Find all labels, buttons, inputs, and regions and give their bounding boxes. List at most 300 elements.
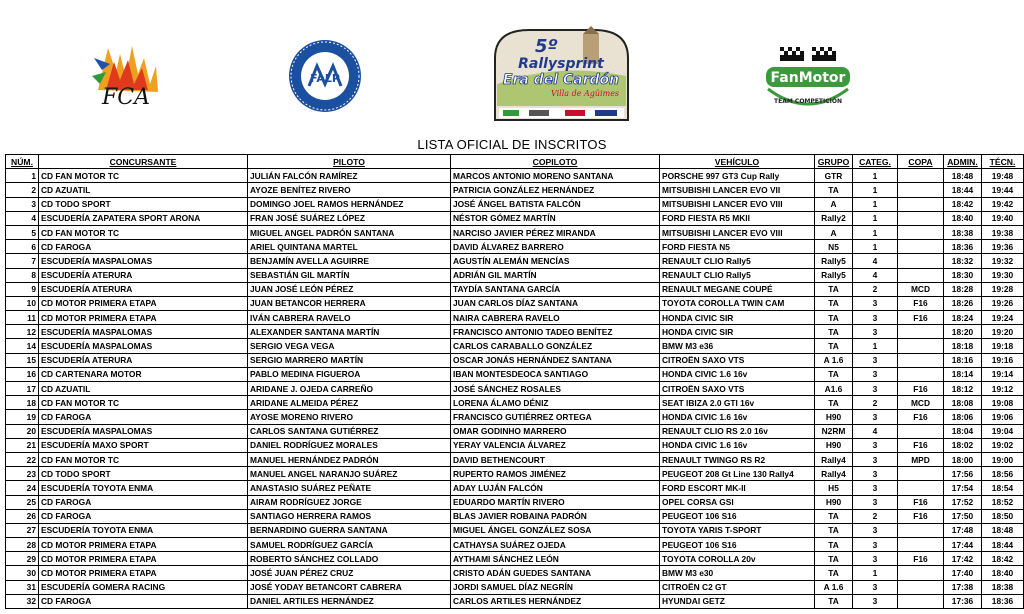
- cell-codriver: JORDI SAMUEL DÍAZ NEGRÍN: [451, 580, 660, 594]
- cell-entrant: CD MOTOR PRIMERA ETAPA: [39, 311, 248, 325]
- cell-num: 25: [6, 495, 39, 509]
- cell-category: 3: [853, 538, 898, 552]
- cell-codriver: BLAS JAVIER ROBAINA PADRÓN: [451, 509, 660, 523]
- cell-codriver: MARCOS ANTONIO MORENO SANTANA: [451, 169, 660, 183]
- cell-codriver: NÉSTOR GÓMEZ MARTÍN: [451, 211, 660, 225]
- cell-codriver: YERAY VALENCIA ÁLVAREZ: [451, 438, 660, 452]
- cell-num: 2: [6, 183, 39, 197]
- cell-driver: JULIÁN FALCÓN RAMÍREZ: [248, 169, 451, 183]
- cell-cup: [898, 169, 944, 183]
- cell-vehicle: PEUGEOT 106 S16: [660, 538, 815, 552]
- cell-category: 4: [853, 268, 898, 282]
- cell-num: 26: [6, 509, 39, 523]
- cell-admin-time: 18:38: [944, 225, 982, 239]
- cell-driver: IVÁN CABRERA RAVELO: [248, 311, 451, 325]
- cell-vehicle: MITSUBISHI LANCER EVO VII: [660, 183, 815, 197]
- cell-group: TA: [815, 367, 853, 381]
- cell-group: TA: [815, 183, 853, 197]
- table-row: [6, 424, 1024, 438]
- cell-tech-time: 18:44: [982, 538, 1024, 552]
- cell-vehicle: RENAULT CLIO RS 2.0 16v: [660, 424, 815, 438]
- col-header-category: CATEG.: [853, 155, 898, 169]
- cell-category: 3: [853, 594, 898, 608]
- cell-category: 3: [853, 580, 898, 594]
- cell-num: 17: [6, 382, 39, 396]
- cell-driver: SEBASTIÁN GIL MARTÍN: [248, 268, 451, 282]
- cell-group: TA: [815, 296, 853, 310]
- cell-entrant: ESCUDERÍA MASPALOMAS: [39, 254, 248, 268]
- cell-tech-time: 19:16: [982, 353, 1024, 367]
- cell-vehicle: MITSUBISHI LANCER EVO VIII: [660, 197, 815, 211]
- cell-cup: F16: [898, 296, 944, 310]
- cell-entrant: CD MOTOR PRIMERA ETAPA: [39, 566, 248, 580]
- cell-entrant: CD CARTENARA MOTOR: [39, 367, 248, 381]
- cell-category: 3: [853, 481, 898, 495]
- cell-codriver: OMAR GODINHO MARRERO: [451, 424, 660, 438]
- cell-vehicle: FORD ESCORT MK-II: [660, 481, 815, 495]
- table-row: [6, 495, 1024, 509]
- cell-cup: MCD: [898, 396, 944, 410]
- cell-entrant: ESCUDERÍA MASPALOMAS: [39, 424, 248, 438]
- cell-group: N2RM: [815, 424, 853, 438]
- col-header-cup: COPA: [898, 155, 944, 169]
- fanmotor-logo-sub: TEAM COMPETICIÓN: [774, 98, 842, 105]
- cell-cup: F16: [898, 311, 944, 325]
- cell-num: 31: [6, 580, 39, 594]
- cell-tech-time: 18:40: [982, 566, 1024, 580]
- fca-logo: [86, 40, 166, 110]
- table-row: [6, 353, 1024, 367]
- cell-codriver: OSCAR JONÁS HERNÁNDEZ SANTANA: [451, 353, 660, 367]
- cell-num: 18: [6, 396, 39, 410]
- cell-num: 8: [6, 268, 39, 282]
- table-row: [6, 325, 1024, 339]
- cell-tech-time: 19:44: [982, 183, 1024, 197]
- cell-category: 3: [853, 325, 898, 339]
- cell-group: TA: [815, 594, 853, 608]
- cell-tech-time: 18:42: [982, 552, 1024, 566]
- cell-cup: [898, 367, 944, 381]
- cell-vehicle: FORD FIESTA R5 MKII: [660, 211, 815, 225]
- cell-codriver: JOSÉ SÁNCHEZ ROSALES: [451, 382, 660, 396]
- cell-tech-time: 18:56: [982, 467, 1024, 481]
- cell-num: 24: [6, 481, 39, 495]
- table-row: [6, 240, 1024, 254]
- cell-tech-time: 19:02: [982, 438, 1024, 452]
- col-header-entrant: CONCURSANTE: [39, 155, 248, 169]
- cell-category: 1: [853, 566, 898, 580]
- table-row: [6, 452, 1024, 466]
- cell-num: 21: [6, 438, 39, 452]
- col-header-num: NÚM.: [6, 155, 39, 169]
- cell-vehicle: RENAULT TWINGO RS R2: [660, 452, 815, 466]
- cell-tech-time: 19:12: [982, 382, 1024, 396]
- cell-cup: [898, 225, 944, 239]
- cell-codriver: CARLOS ARTILES HERNÁNDEZ: [451, 594, 660, 608]
- cell-tech-time: 19:20: [982, 325, 1024, 339]
- table-row: [6, 538, 1024, 552]
- cell-cup: [898, 353, 944, 367]
- cell-vehicle: RENAULT CLIO Rally5: [660, 268, 815, 282]
- cell-vehicle: PEUGEOT 208 Gt Line 130 Rally4: [660, 467, 815, 481]
- cell-entrant: CD TODO SPORT: [39, 467, 248, 481]
- checkered-flag-icon: [780, 47, 836, 61]
- cell-cup: F16: [898, 410, 944, 424]
- cell-num: 6: [6, 240, 39, 254]
- cell-codriver: ADAY LUJÁN FALCÓN: [451, 481, 660, 495]
- rally-logo-line2: Era del Cardón: [502, 72, 620, 88]
- cell-group: H90: [815, 495, 853, 509]
- cell-codriver: CARLOS CARABALLO GONZÁLEZ: [451, 339, 660, 353]
- cell-admin-time: 18:24: [944, 311, 982, 325]
- cell-tech-time: 19:28: [982, 282, 1024, 296]
- cell-vehicle: HONDA CIVIC SIR: [660, 325, 815, 339]
- cell-codriver: FRANCISCO GUTIÉRREZ ORTEGA: [451, 410, 660, 424]
- table-row: [6, 268, 1024, 282]
- cell-admin-time: 17:52: [944, 495, 982, 509]
- cell-category: 3: [853, 353, 898, 367]
- cell-num: 20: [6, 424, 39, 438]
- cell-driver: MIGUEL ANGEL PADRÓN SANTANA: [248, 225, 451, 239]
- cell-cup: F16: [898, 382, 944, 396]
- cell-num: 7: [6, 254, 39, 268]
- cell-codriver: CRISTO ADÁN GUEDES SANTANA: [451, 566, 660, 580]
- col-header-vehicle: VEHÍCULO: [660, 155, 815, 169]
- federation-logo: [287, 38, 363, 114]
- cell-entrant: CD FAROGA: [39, 240, 248, 254]
- cell-tech-time: 19:42: [982, 197, 1024, 211]
- cell-codriver: JOSÉ ÁNGEL BATISTA FALCÓN: [451, 197, 660, 211]
- cell-vehicle: MITSUBISHI LANCER EVO VIII: [660, 225, 815, 239]
- cell-num: 9: [6, 282, 39, 296]
- cell-tech-time: 18:38: [982, 580, 1024, 594]
- cell-group: TA: [815, 538, 853, 552]
- cell-tech-time: 19:36: [982, 240, 1024, 254]
- cell-codriver: RUPERTO RAMOS JIMÉNEZ: [451, 467, 660, 481]
- cell-cup: [898, 467, 944, 481]
- cell-group: A 1.6: [815, 353, 853, 367]
- cell-admin-time: 18:36: [944, 240, 982, 254]
- cell-codriver: FRANCISCO ANTONIO TADEO BENÍTEZ: [451, 325, 660, 339]
- cell-cup: [898, 254, 944, 268]
- cell-entrant: CD FAN MOTOR TC: [39, 396, 248, 410]
- cell-group: TA: [815, 325, 853, 339]
- cell-admin-time: 18:08: [944, 396, 982, 410]
- cell-cup: MPD: [898, 452, 944, 466]
- cell-driver: ALEXANDER SANTANA MARTÍN: [248, 325, 451, 339]
- cell-admin-time: 18:02: [944, 438, 982, 452]
- cell-driver: AIRAM RODRÍGUEZ JORGE: [248, 495, 451, 509]
- cell-category: 3: [853, 296, 898, 310]
- cell-driver: SANTIAGO HERRERA RAMOS: [248, 509, 451, 523]
- cell-category: 4: [853, 424, 898, 438]
- cell-tech-time: 18:50: [982, 509, 1024, 523]
- cell-entrant: ESCUDERÍA GOMERA RACING: [39, 580, 248, 594]
- cell-entrant: ESCUDERÍA ATERURA: [39, 353, 248, 367]
- table-header-row: [6, 155, 1024, 169]
- cell-driver: BERNARDINO GUERRA SANTANA: [248, 523, 451, 537]
- cell-vehicle: PORSCHE 997 GT3 Cup Rally: [660, 169, 815, 183]
- cell-cup: [898, 481, 944, 495]
- cell-num: 12: [6, 325, 39, 339]
- cell-vehicle: CITROËN SAXO VTS: [660, 382, 815, 396]
- cell-driver: ROBERTO SÁNCHEZ COLLADO: [248, 552, 451, 566]
- cell-category: 3: [853, 382, 898, 396]
- cell-codriver: AGUSTÍN ALEMÁN MENCÍAS: [451, 254, 660, 268]
- cell-driver: ARIDANE J. OJEDA CARREÑO: [248, 382, 451, 396]
- cell-cup: [898, 594, 944, 608]
- cell-cup: [898, 240, 944, 254]
- cell-admin-time: 18:26: [944, 296, 982, 310]
- cell-category: 3: [853, 523, 898, 537]
- cell-category: 1: [853, 211, 898, 225]
- cell-admin-time: 17:50: [944, 509, 982, 523]
- cell-admin-time: 18:12: [944, 382, 982, 396]
- table-row: [6, 580, 1024, 594]
- cell-category: 4: [853, 254, 898, 268]
- cell-num: 3: [6, 197, 39, 211]
- table-row: [6, 410, 1024, 424]
- cell-cup: [898, 197, 944, 211]
- cell-tech-time: 19:40: [982, 211, 1024, 225]
- cell-group: TA: [815, 282, 853, 296]
- entry-list-table: [5, 154, 1024, 609]
- table-row: [6, 509, 1024, 523]
- cell-admin-time: 17:56: [944, 467, 982, 481]
- cell-group: H90: [815, 410, 853, 424]
- cell-driver: ANASTASIO SUÁREZ PEÑATE: [248, 481, 451, 495]
- cell-codriver: TAYDÍA SANTANA GARCÍA: [451, 282, 660, 296]
- cell-vehicle: TOYOTA YARIS T-SPORT: [660, 523, 815, 537]
- cell-num: 28: [6, 538, 39, 552]
- cell-vehicle: HONDA CIVIC SIR: [660, 311, 815, 325]
- cell-codriver: LORENA ÁLAMO DÉNIZ: [451, 396, 660, 410]
- cell-category: 2: [853, 396, 898, 410]
- cell-num: 1: [6, 169, 39, 183]
- col-header-codriver: COPILOTO: [451, 155, 660, 169]
- cell-group: N5: [815, 240, 853, 254]
- rally-logo-line3: Villa de Agüimes: [550, 89, 620, 98]
- col-header-tech: TÉCN.: [982, 155, 1024, 169]
- cell-entrant: CD FAN MOTOR TC: [39, 225, 248, 239]
- federation-logo-text: FALP: [310, 72, 340, 85]
- table-row: [6, 566, 1024, 580]
- table-row: [6, 282, 1024, 296]
- cell-category: 1: [853, 169, 898, 183]
- cell-category: 3: [853, 438, 898, 452]
- cell-vehicle: TOYOTA COROLLA TWIN CAM: [660, 296, 815, 310]
- cell-driver: AYOZE BENÍTEZ RIVERO: [248, 183, 451, 197]
- cell-group: H5: [815, 481, 853, 495]
- cell-vehicle: RENAULT CLIO Rally5: [660, 254, 815, 268]
- cell-admin-time: 18:14: [944, 367, 982, 381]
- cell-cup: [898, 325, 944, 339]
- cell-num: 23: [6, 467, 39, 481]
- cell-entrant: CD AZUATIL: [39, 183, 248, 197]
- table-row: [6, 367, 1024, 381]
- cell-codriver: NAIRA CABRERA RAVELO: [451, 311, 660, 325]
- cell-admin-time: 18:42: [944, 197, 982, 211]
- cell-driver: BENJAMÍN AVELLA AGUIRRE: [248, 254, 451, 268]
- cell-category: 3: [853, 495, 898, 509]
- cell-group: Rally5: [815, 268, 853, 282]
- cell-cup: [898, 424, 944, 438]
- cell-category: 1: [853, 197, 898, 211]
- cell-admin-time: 18:40: [944, 211, 982, 225]
- cell-tech-time: 19:26: [982, 296, 1024, 310]
- cell-entrant: ESCUDERÍA ZAPATERA SPORT ARONA: [39, 211, 248, 225]
- cell-num: 15: [6, 353, 39, 367]
- table-row: [6, 438, 1024, 452]
- cell-codriver: DAVID BETHENCOURT: [451, 452, 660, 466]
- cell-driver: SERGIO MARRERO MARTÍN: [248, 353, 451, 367]
- cell-driver: SAMUEL RODRÍGUEZ GARCÍA: [248, 538, 451, 552]
- cell-group: TA: [815, 552, 853, 566]
- cell-codriver: PATRICIA GONZÁLEZ HERNÁNDEZ: [451, 183, 660, 197]
- rallysprint-logo: [489, 24, 634, 124]
- cell-entrant: CD FAN MOTOR TC: [39, 169, 248, 183]
- cell-category: 3: [853, 552, 898, 566]
- cell-category: 1: [853, 225, 898, 239]
- cell-group: Rally4: [815, 452, 853, 466]
- cell-vehicle: BMW M3 e30: [660, 566, 815, 580]
- cell-entrant: CD MOTOR PRIMERA ETAPA: [39, 296, 248, 310]
- cell-cup: [898, 523, 944, 537]
- cell-vehicle: HONDA CIVIC 1.6 16v: [660, 367, 815, 381]
- cell-driver: MANUEL ANGEL NARANJO SUÁREZ: [248, 467, 451, 481]
- cell-entrant: ESCUDERÍA TOYOTA ENMA: [39, 481, 248, 495]
- cell-codriver: AYTHAMI SÁNCHEZ LEÓN: [451, 552, 660, 566]
- table-row: [6, 382, 1024, 396]
- cell-cup: MCD: [898, 282, 944, 296]
- cell-cup: [898, 566, 944, 580]
- table-row: [6, 339, 1024, 353]
- logo-bar: [0, 0, 1024, 135]
- cell-num: 27: [6, 523, 39, 537]
- cell-driver: FRAN JOSÉ SUÁREZ LÓPEZ: [248, 211, 451, 225]
- table-row: [6, 594, 1024, 608]
- cell-entrant: ESCUDERÍA MASPALOMAS: [39, 339, 248, 353]
- cell-admin-time: 18:18: [944, 339, 982, 353]
- cell-admin-time: 17:40: [944, 566, 982, 580]
- cell-group: A 1.6: [815, 580, 853, 594]
- cell-vehicle: BMW M3 e36: [660, 339, 815, 353]
- cell-group: GTR: [815, 169, 853, 183]
- cell-num: 5: [6, 225, 39, 239]
- cell-vehicle: SEAT IBIZA 2.0 GTI 16v: [660, 396, 815, 410]
- cell-admin-time: 17:44: [944, 538, 982, 552]
- cell-vehicle: CITROËN SAXO VTS: [660, 353, 815, 367]
- col-header-driver: PILOTO: [248, 155, 451, 169]
- cell-tech-time: 19:08: [982, 396, 1024, 410]
- cell-tech-time: 19:24: [982, 311, 1024, 325]
- cell-entrant: CD TODO SPORT: [39, 197, 248, 211]
- table-row: [6, 211, 1024, 225]
- cell-admin-time: 18:28: [944, 282, 982, 296]
- cell-num: 32: [6, 594, 39, 608]
- cell-driver: JOSÉ JUAN PÉREZ CRUZ: [248, 566, 451, 580]
- table-row: [6, 183, 1024, 197]
- cell-codriver: CATHAYSA SUÁREZ OJEDA: [451, 538, 660, 552]
- cell-tech-time: 19:48: [982, 169, 1024, 183]
- cell-driver: AYOSE MORENO RIVERO: [248, 410, 451, 424]
- cell-entrant: CD FAROGA: [39, 509, 248, 523]
- cell-vehicle: OPEL CORSA GSI: [660, 495, 815, 509]
- cell-vehicle: PEUGEOT 106 S16: [660, 509, 815, 523]
- table-row: [6, 296, 1024, 310]
- cell-group: Rally2: [815, 211, 853, 225]
- cell-vehicle: HYUNDAI GETZ: [660, 594, 815, 608]
- cell-cup: [898, 183, 944, 197]
- table-row: [6, 197, 1024, 211]
- cell-driver: DANIEL RODRÍGUEZ MORALES: [248, 438, 451, 452]
- cell-group: TA: [815, 396, 853, 410]
- cell-num: 19: [6, 410, 39, 424]
- cell-group: TA: [815, 509, 853, 523]
- cell-admin-time: 18:48: [944, 169, 982, 183]
- cell-entrant: CD FAROGA: [39, 594, 248, 608]
- cell-entrant: CD FAROGA: [39, 410, 248, 424]
- cell-entrant: ESCUDERÍA MAXO SPORT: [39, 438, 248, 452]
- cell-entrant: CD FAN MOTOR TC: [39, 452, 248, 466]
- cell-category: 3: [853, 311, 898, 325]
- cell-vehicle: HONDA CIVIC 1.6 16v: [660, 438, 815, 452]
- cell-codriver: ADRIÁN GIL MARTÍN: [451, 268, 660, 282]
- cell-driver: ARIEL QUINTANA MARTEL: [248, 240, 451, 254]
- table-row: [6, 311, 1024, 325]
- cell-cup: F16: [898, 509, 944, 523]
- cell-admin-time: 18:32: [944, 254, 982, 268]
- cell-driver: DANIEL ARTILES HERNÁNDEZ: [248, 594, 451, 608]
- rally-edition-number: 5º: [535, 36, 558, 57]
- cell-tech-time: 19:30: [982, 268, 1024, 282]
- table-row: [6, 523, 1024, 537]
- cell-admin-time: 18:06: [944, 410, 982, 424]
- cell-group: A: [815, 225, 853, 239]
- cell-driver: ARIDANE ALMEIDA PÉREZ: [248, 396, 451, 410]
- cell-vehicle: HONDA CIVIC 1.6 16v: [660, 410, 815, 424]
- cell-num: 30: [6, 566, 39, 580]
- cell-tech-time: 18:48: [982, 523, 1024, 537]
- cell-vehicle: CITROËN C2 GT: [660, 580, 815, 594]
- cell-codriver: EDUARDO MARTÍN RIVERO: [451, 495, 660, 509]
- cell-driver: JUAN JOSÉ LEÓN PÉREZ: [248, 282, 451, 296]
- cell-driver: MANUEL HERNÁNDEZ PADRÓN: [248, 452, 451, 466]
- fca-logo-text: FCA: [102, 85, 150, 110]
- cell-admin-time: 18:44: [944, 183, 982, 197]
- cell-num: 22: [6, 452, 39, 466]
- table-row: [6, 396, 1024, 410]
- cell-vehicle: FORD FIESTA N5: [660, 240, 815, 254]
- cell-entrant: CD AZUATIL: [39, 382, 248, 396]
- cell-cup: [898, 580, 944, 594]
- table-row: [6, 254, 1024, 268]
- table-row: [6, 481, 1024, 495]
- cell-cup: F16: [898, 438, 944, 452]
- cell-tech-time: 19:14: [982, 367, 1024, 381]
- cell-admin-time: 17:38: [944, 580, 982, 594]
- cell-cup: [898, 211, 944, 225]
- page-title: LISTA OFICIAL DE INSCRITOS: [417, 137, 607, 152]
- cell-tech-time: 18:52: [982, 495, 1024, 509]
- cell-tech-time: 19:06: [982, 410, 1024, 424]
- cell-admin-time: 17:42: [944, 552, 982, 566]
- cell-group: TA: [815, 566, 853, 580]
- cell-cup: F16: [898, 495, 944, 509]
- cell-admin-time: 18:00: [944, 452, 982, 466]
- cell-category: 3: [853, 367, 898, 381]
- cell-tech-time: 19:38: [982, 225, 1024, 239]
